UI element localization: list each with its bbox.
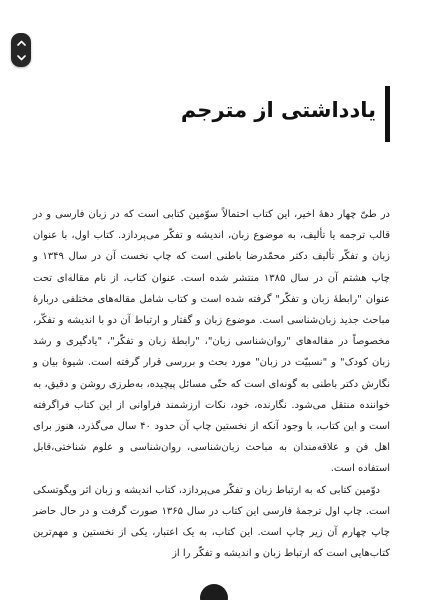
page-navigator (11, 33, 31, 67)
chevron-down-icon (17, 55, 26, 61)
page-up-button[interactable] (11, 35, 31, 50)
chapter-title: یادداشتی از مترجم (180, 98, 376, 122)
page-down-button[interactable] (11, 50, 31, 65)
paragraph: دوّمین کتابی که به ارتباط زبان و تفکّر می‌پردازد، کتاب اندیشه و زبان اثر ویگوتسکی است. چاپ اول ترجمهٔ فارسی این کتاب در سال ۱۳۶۵ صورت گرفت و در حال حاضر چاپ چهارم آن زیر چاپ است. این کتاب، به یک اعتبار، یکی از نخستین و مهم‌ترین کتاب‌هایی است که ارتباط زبان و اندیشه و تفکّر را از (33, 484, 390, 560)
chevron-up-icon (17, 40, 26, 46)
body-text (33, 204, 390, 564)
chapter-heading (40, 86, 390, 142)
paragraph: در طیّ چهار دههٔ اخیر، این کتاب احتمالاً سوّمین کتابی است که در زبان فارسی و در قالب ترجمه یا تألیف، به موضوع زبان، اندیشه و تفکّر می‌پردازد. کتاب اول، با عنوان زبان و تفکّر تألیف دکتر محمّدرضا باطنی است که چاپ نخست آن در سال ۱۳۴۹ و چاپ هشتم آن در سال ۱۳۸۵ منتشر شده است. عنوان کتاب، از نام مقاله‌ای تحت عنوان "رابطهٔ زبان و تفکّر" گرفته شده است و کتاب شامل مقاله‌های مختلفی دربارهٔ مباحث جدید زبان‌شناسی است. موضوع زبان و گفتار و ارتباط آن دو با اندیشه و تفکّر، مخصوصاً در مقاله‌های "روان‌شناسی زبان"، "رابطهٔ زبان و تفکّر"، "یادگیری و رشد زبان کودک" و "نسبیّت در زبان" مورد بحث و بررسی قرار گرفته است. شیوهٔ بیان و نگارش دکتر باطنی به گونه‌ای است که حتّی مسائل پیچیده، به‌طرزی روشن و دقیق، به خواننده منتقل می‌شود. نگارنده، خود، نکات ارزشمند فراوانی از این کتاب فراگرفته است و این کتاب، با وجود آنکه از نخستین چاپ آن حدود ۴۰ سال می‌گذرد، هنوز برای اهل فن و علاقه‌مندان به مباحث زبان‌شناسی، روان‌شناسی و علوم شناختی،قابل استفاده است. (33, 209, 391, 475)
heading-accent-bar (385, 86, 390, 142)
bottom-handle[interactable] (200, 584, 228, 600)
